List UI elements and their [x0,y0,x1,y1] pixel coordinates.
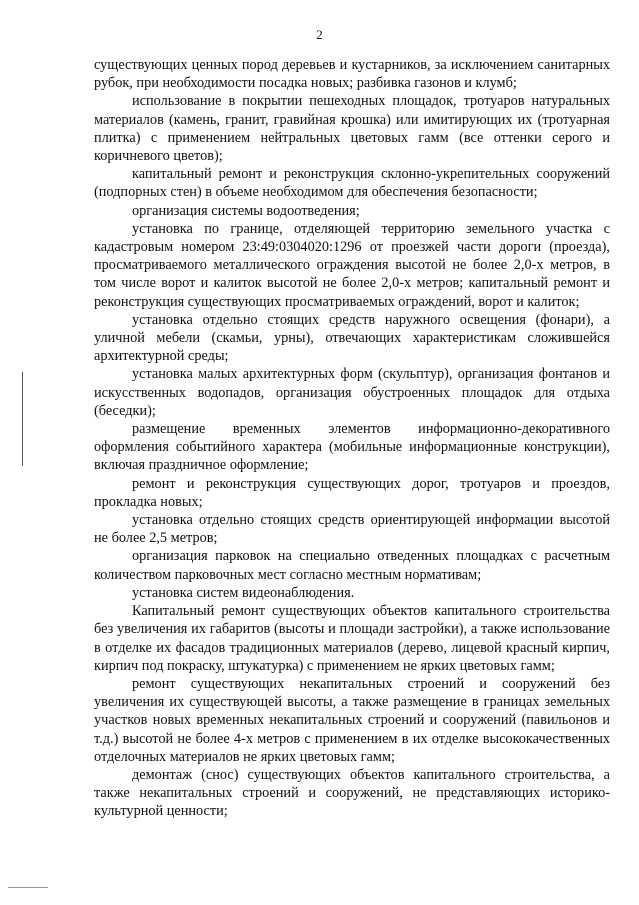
paragraph: установка систем видеонаблюдения. [132,584,355,601]
document-body [94,56,610,821]
paragraph: размещение временных элементов информационно-декоративного оформления событийного характера (мобильные информационные конструкции), включая праздничное оформление; [94,421,610,474]
paragraph: капитальный ремонт и реконструкция склонно-укрепительных сооружений (подпорных стен) в объеме необходимом для обеспечения безопасности; [94,166,610,201]
paragraph: организация системы водоотведения; [132,202,360,219]
footer-rule [8,887,48,888]
paragraph: использование в покрытии пешеходных площадок, тротуаров натуральных материалов (камень, гранит, гравийная крошка) или имитирующих их (тротуарная плитка) с применением нейтральных цветовых гамм (все оттенки серого и коричневого цветов); [94,93,610,165]
paragraph: демонтаж (снос) существующих объектов капитального строительства, а также некапитальных строений и сооружений, не представляющих историко-культурной ценности; [94,766,610,820]
paragraph: установка отдельно стоящих средств ориентирующей информации высотой не более 2,5 метров; [94,512,610,547]
paragraph: установка малых архитектурных форм (скульптур), организация фонтанов и искусственных водопадов, организация обустроенных площадок для отдыха (беседки); [94,366,610,419]
paragraph: ремонт существующих некапитальных строений и сооружений без увеличения их существующей высоты, а также размещение в границах земельных участков новых временных некапитальных строений и сооружений (павильонов и т.д.) высотой не более 4-х метров с применением в их отделке высококачественных отделочных материалов не ярких цветовых гамм; [94,675,610,765]
page-number: 2 [316,27,323,42]
paragraph: ремонт и реконструкция существующих дорог, тротуаров и проездов, прокладка новых; [94,475,610,510]
paragraph: существующих ценных пород деревьев и кустарников, за исключением санитарных рубок, при необходимости посадка новых; разбивка газонов и клумб; [94,57,610,92]
paragraph: установка отдельно стоящих средств наружного освещения (фонари), а уличной мебели (скамьи, урны), отвечающих характеристикам сложившейся архитектурной среды; [94,311,610,365]
paragraph: Капитальный ремонт существующих объектов капитального строительства без увеличения их габаритов (высоты и площади застройки), а также использование в отделке их фасадов традиционных материалов (дерево, лицевой красный кирпич, кирпич под покраску, штукатурка) с применением не ярких цветовых гамм; [94,603,610,674]
paragraph: организация парковок на специально отведенных площадках с расчетным количеством парковочных мест согласно местным нормативам; [94,548,610,583]
paragraph: установка по границе, отделяющей территорию земельного участка с кадастровым номером 23:49:0304020:1296 от проезжей части дороги (проезда), просматриваемого металлического ограждения высотой не более 2,0-х метров, в том числе ворот и калиток высотой не более 2,0-х метров; капитальный ремонт и реконструкция существующих просматриваемых ограждений, ворот и калиток; [94,220,610,310]
margin-revision-bar [22,372,23,466]
